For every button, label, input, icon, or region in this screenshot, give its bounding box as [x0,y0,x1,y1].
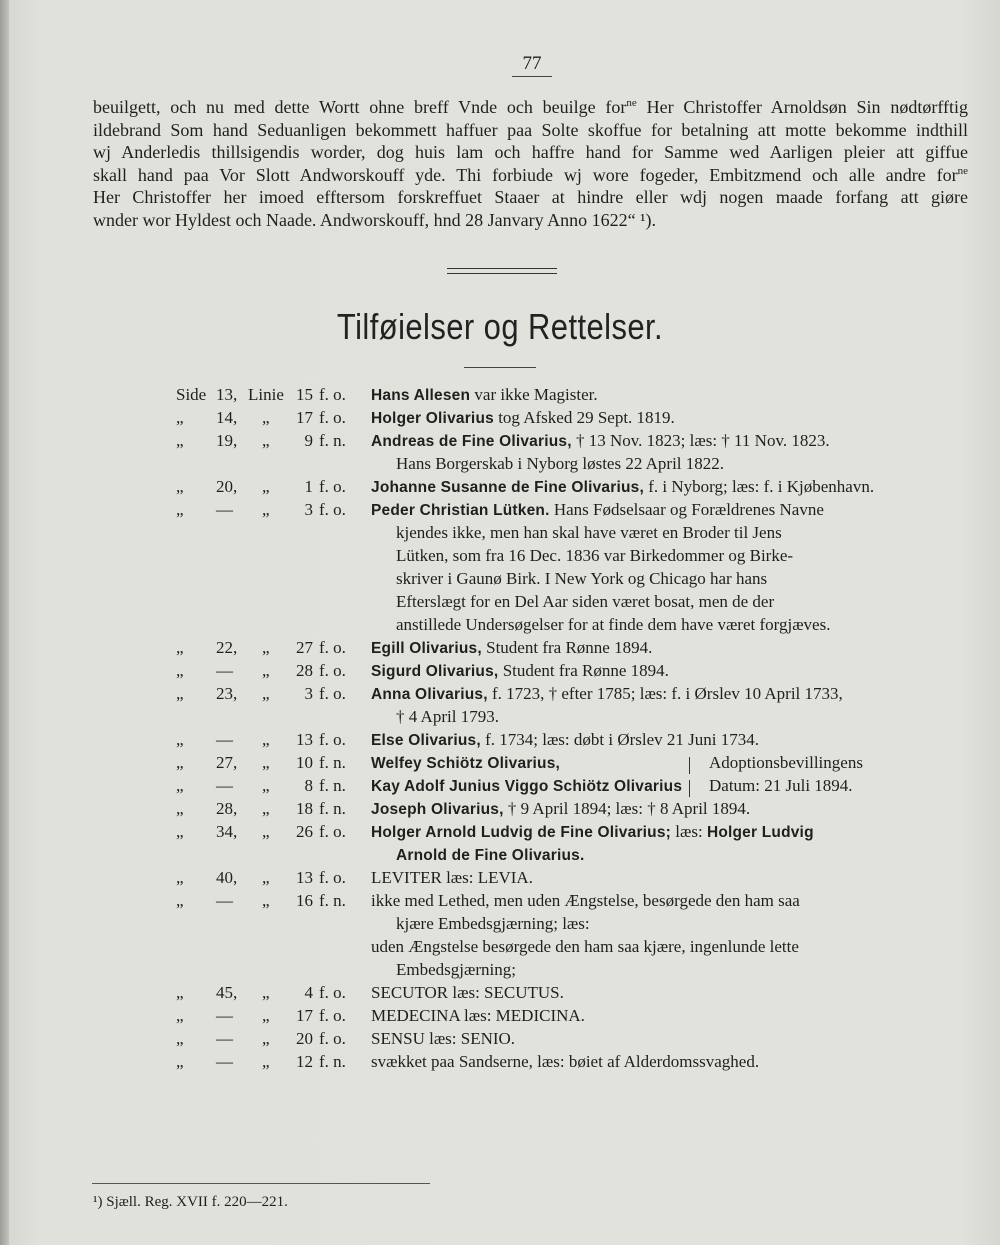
line-label: „ [262,661,270,680]
errata-text [371,661,669,681]
errata-continuation: Efterslægt for en Del Aar siden været bosat, men de der [396,592,775,611]
errata-name: Joseph Olivarius, [371,801,504,818]
direction-ref: f. n. [319,1052,346,1071]
errata-text [371,730,759,750]
line-label: „ [262,730,270,749]
side-label: „ [176,868,184,887]
errata-name: Andreas de Fine Olivarius, [371,433,572,450]
errata-reference [168,822,368,845]
page-ref: — [216,661,233,680]
line-label: „ [262,983,270,1002]
errata-row [168,385,888,408]
line-label: „ [262,822,270,841]
line-label: „ [262,1052,270,1071]
line-label: Linie [248,385,284,404]
page-ref: 20, [216,477,238,496]
intro-line: skall hand paa Vor Slott Andworskouff yde. Thi forbiude wj wore fogeder, Embitzmend och alle andre for$^{ne}$ [93,164,968,185]
errata-reference [168,500,368,523]
side-label: „ [176,983,184,1002]
errata-continuation: kjære Embedsgjærning; læs: [396,914,590,933]
errata-note: læs: [671,822,707,841]
intro-line: wj Anderledis thillsigendis worder, dog huis lam och haffre hand for Samme wed Aarligen pleier att giffue [93,142,968,163]
direction-ref: f. o. [319,477,346,496]
errata-reference [168,868,368,891]
footnote-rule [92,1183,430,1184]
page-ref: — [216,1006,233,1025]
errata-row [168,661,888,684]
errata-text [371,1029,515,1049]
errata-name: Egill Olivarius, [371,640,482,657]
page-ref: 19, [216,431,238,450]
line-ref: 8 [304,776,313,795]
direction-ref: f. o. [319,500,346,519]
errata-continuation: anstillede Undersøgelser for at finde dem have været forgjæves. [396,615,831,634]
errata-reference [168,776,368,799]
errata-row [168,1006,888,1029]
errata-note: f. 1734; læs: døbt i Ørslev 21 Juni 1734. [480,730,759,749]
direction-ref: f. o. [319,638,346,657]
errata-note: † 9 April 1894; læs: † 8 April 1894. [503,799,751,818]
errata-reference [168,1029,368,1052]
errata-row [168,753,888,776]
line-ref: 1 [304,477,313,496]
brace-note: Adoptionsbevillingens [709,753,863,772]
page-ref: 23, [216,684,238,703]
errata-reference [168,684,368,707]
page-ref: — [216,500,233,519]
errata-name: Peder Christian Lütken. [371,502,550,519]
errata-reference [168,1052,368,1075]
errata-name: Anna Olivarius, [371,686,488,703]
errata-name: Holger Arnold Ludvig de Fine Olivarius; [371,824,672,841]
line-ref: 4 [304,983,313,1002]
errata-continuation: uden Ængstelse besørgede den ham saa kjære, ingenlunde lette [371,937,799,956]
errata-row [168,983,888,1006]
page-ref: — [216,1029,233,1048]
errata-reference [168,891,368,914]
side-label: „ [176,408,184,427]
line-ref: 3 [304,684,313,703]
brace-note: Datum: 21 Juli 1894. [709,776,853,795]
errata-row [168,684,888,707]
side-label: „ [176,1052,184,1071]
page-ref: 34, [216,822,238,841]
line-ref: 13 [296,730,313,749]
direction-ref: f. o. [319,408,346,427]
errata-text [371,891,800,911]
errata-row [168,891,888,914]
line-ref: 10 [296,753,313,772]
line-ref: 15 [296,385,313,404]
direction-ref: f. o. [319,661,346,680]
errata-row [168,477,888,500]
line-label: „ [262,753,270,772]
errata-note: tog Afsked 29 Sept. 1819. [493,408,675,427]
side-label: „ [176,431,184,450]
direction-ref: f. o. [319,868,346,887]
page-ref: 22, [216,638,238,657]
line-label: „ [262,684,270,703]
errata-reference [168,638,368,661]
page-ref: 45, [216,983,238,1002]
errata-continuation: kjendes ikke, men han skal have været en Broder til Jens [396,523,782,542]
title-rule [464,367,536,368]
errata-note: MEDECINA læs: MEDICINA. [371,1006,585,1025]
errata-text [371,1052,759,1072]
intro-paragraph [93,96,968,232]
errata-continuation: Lütken, som fra 16 Dec. 1836 var Birkedommer og Birke- [396,546,794,565]
intro-line: ildebrand Som hand Seduanligen bekommett haffuer paa Solte skoffue for betalning att motte bekomme indthill [93,119,968,140]
errata-reference [168,431,368,454]
direction-ref: f. o. [319,983,346,1002]
errata-name: Arnold de Fine Olivarius. [396,847,585,864]
line-ref: 26 [296,822,313,841]
direction-ref: f. o. [319,1029,346,1048]
errata-note: Hans Fødselsaar og Forældrenes Navne [549,500,824,519]
page-ref: 13, [216,385,238,404]
line-ref: 17 [296,408,313,427]
errata-row [168,638,888,661]
page-number-rule [512,76,552,77]
section-divider [447,268,557,274]
line-label: „ [262,638,270,657]
side-label: „ [176,477,184,496]
direction-ref: f. n. [319,753,346,772]
page-ref: — [216,1052,233,1071]
side-label: „ [176,684,184,703]
side-label: „ [176,1006,184,1025]
errata-row [168,1052,888,1075]
errata-reference [168,1006,368,1029]
direction-ref: f. o. [319,1006,346,1025]
errata-name: Johanne Susanne de Fine Olivarius, [371,479,644,496]
errata-text [371,983,564,1003]
line-label: „ [262,776,270,795]
errata-text [371,500,824,520]
line-label: „ [262,1006,270,1025]
page-number: 77 [522,53,542,74]
errata-text [371,408,675,428]
errata-reference [168,408,368,431]
errata-list [168,385,888,1075]
direction-ref: f. o. [319,385,346,404]
errata-note: LEVITER læs: LEVIA. [371,868,533,887]
line-label: „ [262,477,270,496]
side-label: „ [176,661,184,680]
errata-note: Student fra Rønne 1894. [498,661,669,680]
section-title: Tilføielser og Rettelser. [336,306,664,347]
errata-row [168,408,888,431]
errata-reference [168,477,368,500]
errata-note: SECUTOR læs: SECUTUS. [371,983,564,1002]
line-label: „ [262,500,270,519]
errata-note: † 13 Nov. 1823; læs: † 11 Nov. 1823. [571,431,830,450]
page-ref: 28, [216,799,238,818]
line-ref: 27 [296,638,313,657]
side-label: „ [176,891,184,910]
footnote: ¹) Sjæll. Reg. XVII f. 220—221. [93,1194,288,1210]
errata-text [371,431,830,451]
line-label: „ [262,431,270,450]
errata-text [371,776,682,796]
errata-text [371,477,874,497]
page-ref: 27, [216,753,238,772]
side-label: „ [176,638,184,657]
errata-text [371,753,560,773]
errata-name: Welfey Schiötz Olivarius, [371,755,561,772]
errata-note: Student fra Rønne 1894. [481,638,653,657]
side-label: „ [176,753,184,772]
errata-name: Holger Olivarius [371,410,494,427]
errata-note: svækket paa Sandserne, læs: bøiet af Alderdomssvaghed. [371,1052,760,1071]
errata-note: f. i Nyborg; læs: f. i Kjøbenhavn. [643,477,875,496]
direction-ref: f. n. [319,799,346,818]
errata-row [168,776,888,799]
errata-text [371,1006,585,1026]
errata-row [168,500,888,523]
intro-line: wnder wor Hyldest och Naade. Andworskouff, hnd 28 Janvary Anno 1622“ ¹). [93,209,656,230]
line-ref: 16 [296,891,313,910]
errata-reference [168,730,368,753]
errata-continuation: † 4 April 1793. [396,707,499,726]
errata-row [168,431,888,454]
side-label: Side [176,385,207,404]
side-label: „ [176,799,184,818]
errata-row [168,799,888,822]
errata-text [371,684,843,704]
direction-ref: f. n. [319,776,346,795]
errata-row [168,822,888,845]
intro-line: beuilgett, och nu med dette Wortt ohne breff Vnde och beuilge for$^{ne}$ Her Christoffer Arnoldsøn Sin nødtørfftig [93,97,968,117]
errata-continuation: Hans Borgerskab i Nyborg løstes 22 April 1822. [396,454,725,473]
errata-text [371,385,598,405]
errata-note: var ikke Magister. [470,385,598,404]
line-label: „ [262,408,270,427]
errata-reference [168,983,368,1006]
side-label: „ [176,822,184,841]
line-ref: 17 [296,1006,313,1025]
errata-row [168,730,888,753]
errata-text [371,638,652,658]
page-ref: — [216,730,233,749]
errata-name-corrected: Holger Ludvig [706,824,814,841]
errata-continuation: skriver i Gaunø Birk. I New York og Chicago har hans [396,569,768,588]
side-label: „ [176,730,184,749]
line-ref: 9 [304,431,313,450]
errata-note: f. 1723, † efter 1785; læs: f. i Ørslev 10 April 1733, [487,684,843,703]
side-label: „ [176,500,184,519]
errata-continuation: Embedsgjærning; [396,960,516,979]
line-label: „ [262,891,270,910]
direction-ref: f. o. [319,684,346,703]
page-edge [0,0,9,1245]
side-label: „ [176,776,184,795]
errata-name: Hans Allesen [371,387,471,404]
line-label: „ [262,868,270,887]
line-ref: 28 [296,661,313,680]
errata-text [371,822,814,842]
direction-ref: f. n. [319,431,346,450]
errata-text [371,868,533,888]
line-ref: 13 [296,868,313,887]
errata-row [168,1029,888,1052]
line-ref: 18 [296,799,313,818]
direction-ref: f. o. [319,730,346,749]
side-label: „ [176,1029,184,1048]
line-ref: 12 [296,1052,313,1071]
errata-reference [168,661,368,684]
errata-text [371,799,750,819]
errata-reference [168,799,368,822]
errata-name: Sigurd Olivarius, [371,663,499,680]
errata-continuation [168,845,888,868]
errata-note: ikke med Lethed, men uden Ængstelse, besørgede den ham saa [371,891,800,910]
page-ref: — [216,891,233,910]
page-ref: 40, [216,868,238,887]
direction-ref: f. n. [319,891,346,910]
direction-ref: f. o. [319,822,346,841]
errata-name: Else Olivarius, [371,732,481,749]
errata-note: SENSU læs: SENIO. [371,1029,516,1048]
line-ref: 20 [296,1029,313,1048]
brace-mark [689,757,693,774]
line-label: „ [262,799,270,818]
page-ref: — [216,776,233,795]
line-ref: 3 [304,500,313,519]
page-ref: 14, [216,408,238,427]
errata-row [168,868,888,891]
intro-line: Her Christoffer her imoed efftersom forskreffuet Staaer at hindre eller wdj nogen maade forfang att giøre [93,187,968,208]
errata-reference [168,753,368,776]
errata-reference [168,385,368,408]
brace-mark [689,780,693,797]
line-label: „ [262,1029,270,1048]
errata-name: Kay Adolf Junius Viggo Schiötz Olivarius [371,778,683,795]
